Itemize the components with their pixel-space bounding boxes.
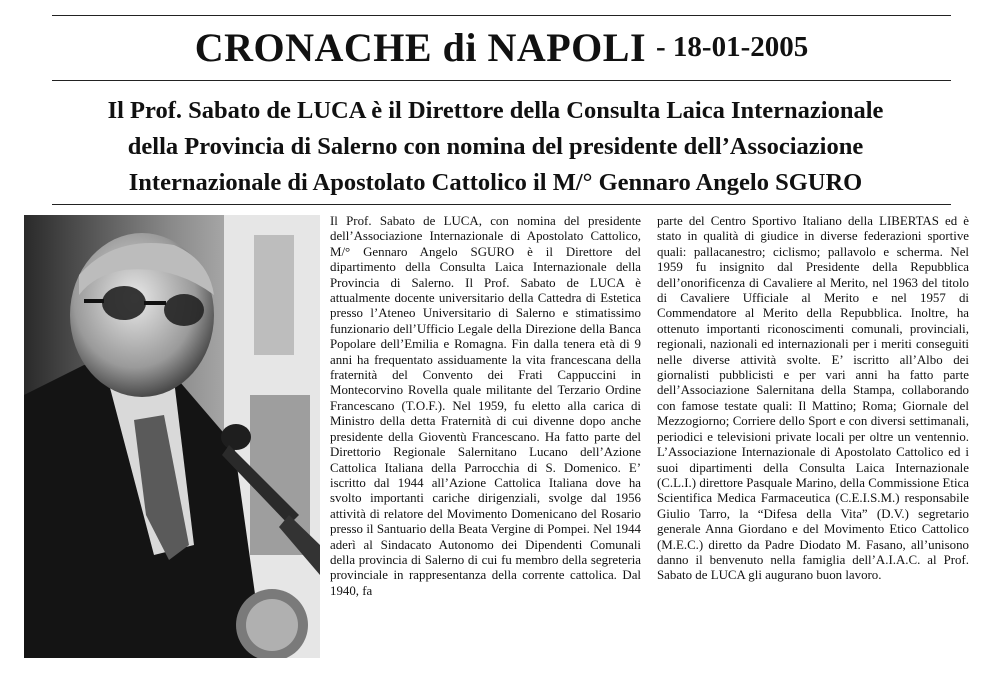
headline-line-1: Il Prof. Sabato de LUCA è il Direttore della Consulta Laica Internazionale xyxy=(107,97,884,124)
column-right-text: parte del Centro Sportivo Italiano della LIBERTAS ed è stato in qualità di giudice in diverse federazioni sportive quali: pallacanestro; ciclismo; pallavolo e scherma. Nel 1959 fu insignito dal Presidente della Repubblica dell’onorificenza di Cavaliere al Merito, nel 1963 del titolo di Cavaliere Ufficiale al Merito e nel 1957 di Commendatore al Merito della Repubblica. Inoltre, ha ottenuto importanti riconoscimenti comunali, provinciali, regionali, nazionali ed internazionali per i meriti conseguiti nelle diverse attività svolte. E’ iscritto all’Albo dei giornalisti pubblicisti e per vari anni ha fatto parte dell’Associazione Salernitana della Stampa, collaborando con famose testate quali: Il Mattino; Roma; Giornale del Mezzogiorno; Corriere dello Sport e con diversi settimanali, periodici e televisioni private locali per oltre un ventennio. L’Associazione Internazionale di Apostolato Cattolico ed i suoi dipartimenti della Consulta Laica Internazionale (C.L.I.) direttore Pasquale Marino, della Commissione Etica Scientifica Medica Farmaceutica (C.E.I.S.M.) responsabile Giulio Tarro, la “Difesa della Vita” (D.V.) segretario generale Anna Giordano e del Movimento Etico Cattolico (M.E.C.) diretto da Padre Diodato M. Fasano, all’unisono danno il benvenuto nella famiglia dell’A.I.A.C. al Prof. Sabato de LUCA gli augurano buon lavoro. xyxy=(657,214,969,583)
top-rule xyxy=(52,15,951,16)
column-left-text: Il Prof. Sabato de LUCA, con nomina del presidente dell’Associazione Internazionale di Apostolato Cattolico, M/° Gennaro Angelo SGURO è il Direttore del dipartimento della Consulta Laica Internazionale della Provincia di Salerno. Il Prof. Sabato de LUCA è attualmente docente universitario della Cattedra di Estetica presso l’Ateneo Universitario di Salerno e stimatissimo funzionario dell’Ufficio Legale della Direzione della Banca Popolare dell’Emilia e Romagna. Fin dalla tenera età di 9 anni ha frequentato assiduamente la vita francescana della fraternità del Convento dei Frati Cappuccini in Montecorvino Rovella quale militante del Terzario Ordine Francescano (T.O.F.). Nel 1959, fu eletto alla carica di Ministro della detta Fraternità di cui divenne dopo anche presidente della Gioventù Francescano. Ha fatto parte del Direttorio Regionale Salernitano Lucano dell’Azione Cattolica Italiana della Parrocchia di S. Domenico. E’ iscritto dal 1944 all’Azione Cattolica Italiana dove ha svolto importanti cariche dirigenziali, svolge dal 1956 attività di relatore del Movimento Domenicano del Rosario presso il Santuario della Beata Vergine di Pompei. Nel 1944 aderì al Sindacato Autonomo dei Dipendenti Comunali della provincia di Salerno di cui fu membro della segreteria provinciale in rappresentanza della corrente cattolica. Dal 1940, fa xyxy=(330,214,641,598)
article-column-left xyxy=(330,214,641,599)
masthead xyxy=(52,18,951,76)
newspaper-name: CRONACHE di NAPOLI xyxy=(194,24,647,70)
article-photo xyxy=(24,215,320,658)
headline-line-2: della Provincia di Salerno con nomina del presidente dell’Associazione xyxy=(127,133,864,160)
headline-rule xyxy=(52,204,951,205)
article-headline xyxy=(30,93,961,201)
issue-date: - 18-01-2005 xyxy=(656,30,809,63)
headline-line-3: Internazionale di Apostolato Cattolico il M/° Gennaro Angelo SGURO xyxy=(128,169,863,196)
article-column-right xyxy=(657,214,969,584)
speaker-photo-illustration xyxy=(24,215,320,658)
masthead-rule xyxy=(52,80,951,81)
